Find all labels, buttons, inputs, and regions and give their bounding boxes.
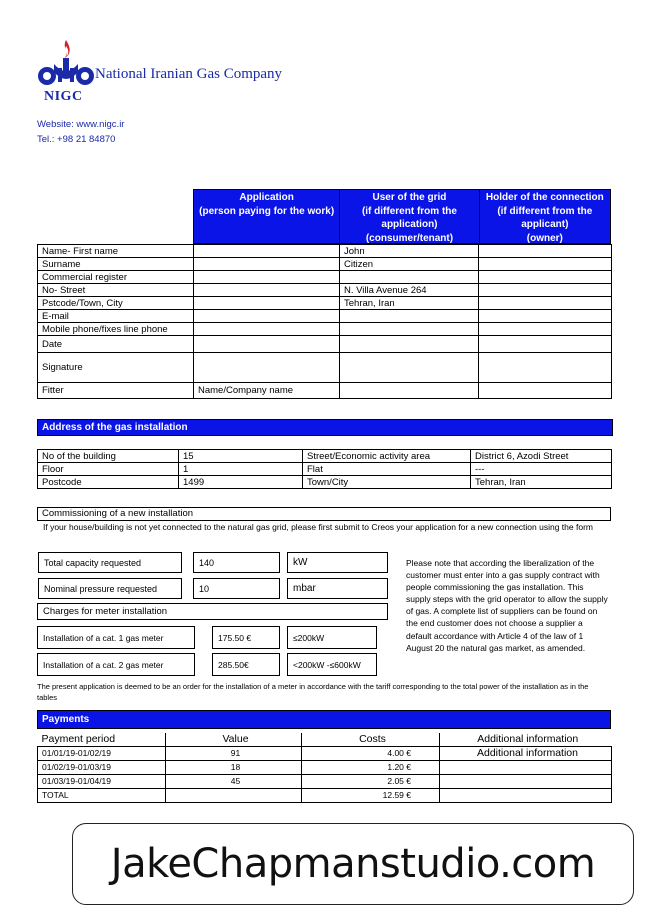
address-value[interactable]: Tehran, Iran [471, 476, 612, 489]
address-label: No of the building [38, 450, 179, 463]
capacity-value-field[interactable]: 140 [193, 552, 280, 573]
parties-row-label: Date [38, 336, 194, 353]
payment-value: 91 [166, 746, 302, 760]
charge-cat2-range-box: <200kW -≤600kW [287, 653, 377, 676]
watermark-box [72, 823, 634, 905]
commissioning-title: Commissioning of a new installation [42, 508, 194, 519]
address-label: Postcode [38, 476, 179, 489]
parties-row [38, 353, 612, 383]
parties-field-holder[interactable] [479, 297, 612, 310]
payment-total-info [440, 788, 612, 802]
parties-field-user[interactable] [340, 310, 479, 323]
parties-field-applicant[interactable] [194, 310, 340, 323]
parties-field-user[interactable] [340, 271, 479, 284]
payment-info: Additional information [440, 746, 612, 760]
parties-field-applicant[interactable] [194, 297, 340, 310]
parties-field-holder[interactable] [479, 336, 612, 353]
parties-field-holder[interactable] [479, 284, 612, 297]
address-value[interactable]: 1 [179, 463, 303, 476]
address-value[interactable]: --- [471, 463, 612, 476]
address-title: Address of the gas installation [42, 422, 188, 433]
parties-field-holder[interactable] [479, 258, 612, 271]
payment-total-cost: 12.59 € [302, 788, 440, 802]
pressure-label-box [38, 578, 182, 599]
charges-title-box [37, 603, 388, 620]
address-row [38, 476, 612, 489]
parties-field-applicant[interactable] [194, 323, 340, 336]
liberalization-note: Please note that according the liberalization of the customer must enter into a gas supply contract with people commissioning the gas installation. This supply steps with the grid operator to allow the supply of gas. A complete list of suppliers can be found on the end customer does not choose a supplier a default accordance with Article 4 of the law of 1 August 20 the natural gas market, as amended. [406, 558, 608, 653]
address-table [37, 449, 612, 489]
address-label: Street/Economic activity area [303, 450, 471, 463]
nigc-flame-icon [36, 38, 96, 90]
payment-total-row [38, 788, 612, 802]
payment-total-label: TOTAL [38, 788, 166, 802]
address-title-bar [37, 419, 613, 436]
parties-field-holder[interactable] [479, 310, 612, 323]
header-connection-holder: Holder of the connection (if different from the applicant) (owner) [480, 189, 611, 244]
payments-header-info: Additional information [440, 733, 612, 746]
parties-field-user[interactable]: N. Villa Avenue 264 [340, 284, 479, 297]
header-grid-user: User of the grid (if different from the application) (consumer/tenant) [340, 189, 479, 244]
parties-row-label: Mobile phone/fixes line phone [38, 323, 194, 336]
commissioning-title-box [37, 507, 611, 521]
address-value[interactable]: 1499 [179, 476, 303, 489]
address-row [38, 450, 612, 463]
address-row [38, 463, 612, 476]
header-applicant: Application (person paying for the work) [193, 189, 340, 244]
payment-row [38, 760, 612, 774]
parties-field-holder[interactable] [479, 271, 612, 284]
watermark-text: JakeChapmanstudio.com [110, 841, 596, 887]
capacity-label-box [38, 552, 182, 573]
payments-title-bar [37, 710, 611, 729]
charge-cat2-label-box: Installation of a cat. 2 gas meter [37, 653, 195, 676]
parties-field-user[interactable] [340, 336, 479, 353]
address-label: Flat [303, 463, 471, 476]
fitter-row [38, 383, 612, 399]
parties-table [37, 244, 612, 399]
payment-cost: 4.00 € [302, 746, 440, 760]
parties-row [38, 245, 612, 258]
charge-cat2-price-box: 285.50€ [212, 653, 280, 676]
address-label: Floor [38, 463, 179, 476]
parties-field-user[interactable]: Tehran, Iran [340, 297, 479, 310]
parties-row [38, 284, 612, 297]
parties-field-applicant[interactable] [194, 258, 340, 271]
payment-cost: 1.20 € [302, 760, 440, 774]
charge-cat1-label-box: Installation of a cat. 1 gas meter [37, 626, 195, 649]
payment-info [440, 760, 612, 774]
address-value[interactable]: 15 [179, 450, 303, 463]
pressure-label: Nominal pressure requested [44, 583, 158, 594]
parties-row-label: Signature [38, 353, 194, 383]
payment-total-value [166, 788, 302, 802]
parties-field-applicant[interactable] [194, 353, 340, 383]
commissioning-note: If your house/building is not yet connected to the natural gas grid, please first submit to Creos your application for a new connection using the form [43, 522, 593, 532]
payments-header-period: Payment period [38, 733, 166, 746]
payment-info [440, 774, 612, 788]
parties-row [38, 323, 612, 336]
parties-row-label: E-mail [38, 310, 194, 323]
company-tel: Tel.: +98 21 84870 [37, 134, 116, 145]
payment-period: 01/01/19-01/02/19 [38, 746, 166, 760]
parties-field-holder[interactable] [479, 245, 612, 258]
parties-field-holder[interactable] [479, 353, 612, 383]
parties-row-label: No- Street [38, 284, 194, 297]
payment-row [38, 746, 612, 760]
parties-row [38, 271, 612, 284]
payments-header-value: Value [166, 733, 302, 746]
parties-field-applicant[interactable] [194, 336, 340, 353]
charge-cat1-price-box: 175.50 € [212, 626, 280, 649]
payment-row [38, 774, 612, 788]
capacity-unit: kW [293, 557, 308, 568]
charge-cat1-range-box: ≤200kW [287, 626, 377, 649]
pressure-unit: mbar [293, 583, 316, 594]
address-value[interactable]: District 6, Azodi Street [471, 450, 612, 463]
payment-cost: 2.05 € [302, 774, 440, 788]
fitter-holder-field[interactable] [479, 383, 612, 399]
capacity-unit-box [287, 552, 388, 573]
parties-row-label: Commercial register [38, 271, 194, 284]
parties-field-user[interactable]: Citizen [340, 258, 479, 271]
company-website: Website: www.nigc.ir [37, 119, 125, 130]
payments-title: Payments [42, 714, 90, 725]
parties-row [38, 336, 612, 353]
parties-field-user[interactable]: John [340, 245, 479, 258]
parties-row-label: Pstcode/Town, City [38, 297, 194, 310]
parties-field-holder[interactable] [479, 323, 612, 336]
parties-field-user[interactable] [340, 323, 479, 336]
capacity-label: Total capacity requested [44, 557, 142, 568]
fitter-value[interactable]: Name/Company name [194, 383, 340, 399]
parties-field-applicant[interactable] [194, 284, 340, 297]
payments-header-costs: Costs [302, 733, 440, 746]
parties-row-label: Name- First name [38, 245, 194, 258]
company-name: National Iranian Gas Company [95, 66, 283, 82]
payments-table [37, 733, 612, 803]
fitter-user-field[interactable] [340, 383, 479, 399]
charges-title: Charges for meter installation [43, 606, 168, 617]
parties-section [37, 189, 611, 399]
parties-row [38, 310, 612, 323]
order-disclaimer: The present application is deemed to be an order for the installation of a meter in accordance with the tariff corresponding to the total power of the installation as in the tables [37, 682, 589, 702]
payment-period: 01/03/19-01/04/19 [38, 774, 166, 788]
payment-value: 45 [166, 774, 302, 788]
payment-value: 18 [166, 760, 302, 774]
parties-field-applicant[interactable] [194, 271, 340, 284]
pressure-unit-box [287, 578, 388, 599]
parties-row-label: Surname [38, 258, 194, 271]
parties-field-user[interactable] [340, 353, 479, 383]
payment-period: 01/02/19-01/03/19 [38, 760, 166, 774]
parties-row [38, 297, 612, 310]
fitter-label: Fitter [38, 383, 194, 399]
address-label: Town/City [303, 476, 471, 489]
parties-row [38, 258, 612, 271]
parties-field-applicant[interactable] [194, 245, 340, 258]
company-abbr: NIGC [44, 89, 83, 104]
pressure-value-field[interactable]: 10 [193, 578, 280, 599]
